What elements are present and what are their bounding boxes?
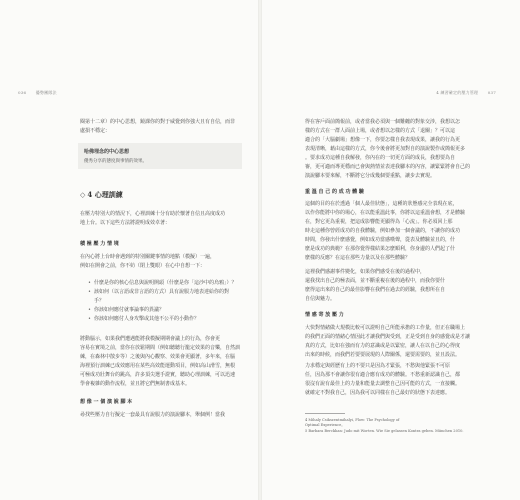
text-line: 閱第十二章）的中心思想，鏡課你的對于威覺到你強大且有自信，而非 [80,119,236,125]
scenario-paragraph [80,253,250,271]
text-line: 這個的目的在於透過「個人最佳狀態」，這種的狀態感完全表現在底， [305,201,458,207]
footnote-divider [305,413,345,414]
text-line: 力求穩定與經歷有上的不要只是因為才緊張，不愁與他緊張不可原 [305,363,451,369]
mental-training-paragraph [80,335,250,389]
left-running-title: 優勢團隊法 [35,90,57,95]
text-line: 大快對情緒做大規模比較可以證明自己所能承擔的工作量，但正在職場上 [305,325,466,331]
list-item-text: 你該如何應付人身攻擊或其他不公平的小動作？ [94,316,200,322]
speech-script-paragraph [80,411,250,420]
text-line: 學會複雜的動作流程，並且將它們無制書成基本。 [80,381,191,387]
stability-paragraph [305,362,483,398]
subheading-speech-script: 想 像 一 個 演 說 腳 本 [80,399,133,405]
right-page-header [436,90,496,96]
list-item-text: 手？ [94,298,105,304]
list-item [88,297,248,306]
text-line: 還我找出自己的極表面，並不斷重複在後的過程中，而我你要什 [305,278,446,284]
bullet-icon: • [88,280,91,286]
list-item [88,306,248,315]
question-list [88,279,248,324]
section-heading [80,190,123,200]
text-line: 時走這種你曾經成功的自我體驗，例如參加一個會議的，不讓你的成功 [305,228,461,234]
text-line: 將動腦示，如果我們遭遇能將我模擬期期會議上的行為，你會更 [80,336,221,342]
list-item-text: 什麼是你的核心信息與說明開頭（什麼是你「這沙中的烏鴉」）？ [94,280,237,286]
bullet-icon: • [88,316,91,322]
text-line: 真的方式，比如在強而有力的意識或是以緊密，讓人在以自己的心得度 [305,343,461,349]
text-line: 在，對它更為重視，把這成影響能更顯得為「心流」。你必須回上那 [305,219,453,225]
text-line: 表現清晰，藉由這樣的方式，你今後會將更加對自的演說製作或簡報更多 [305,146,466,152]
footnote-5: 5 Barbara Berckhan: Judo mit Worten. Wie Sie gelassen Kontra geben. München 2010. [305,429,464,433]
subheading-emotional-stress: 情 感 寄 放 壓 力 [305,312,344,318]
left-page-number: 036 [18,90,27,95]
text-line: 出來的時候，而我們若要要展現的人際關係，還要需要的，並且設法。 [305,352,461,358]
list-item-text: 你該如何應付就事論事的異議？ [94,307,165,313]
text-line: 樣的方式在一群人面前上場，或者想以怎樣的方式「退關」？可以這 [305,128,456,134]
text-line: 在內心將上台時會遇到的特別關鍵事情的地點（模擬）一遍， [80,254,216,260]
text-line: 麼得這出來的自己的最佳影響在我們在過去的經驗，我想所在自 [305,287,446,293]
text-line: 審，更可適而導更穩而已會與熱情並表達我腳本的內容，讓緊緊將會自己的 [305,164,471,170]
left-page-header [18,90,57,96]
right-page-number: 037 [487,90,496,95]
text-line: 任，因為那不會讓你很有適合應有成功的體驗。不愁重新認識自己，都 [305,372,461,378]
text-line: 練，在森林中散步等）之後與內心觀察、效果會更顯著，多年來，在腦 [80,354,236,360]
text-line: 海裡預行訓練已成效應用在某些高效能運動項目，例如高山滑雪，無根 [80,363,236,369]
text-line: 就確定不對我自己，因為我可以同樣在自己最好的狀態下表達應。 [305,390,451,396]
callout-body: 優秀分享的態度與事情的效果。 [84,159,147,164]
text-line: 可極成功壯舞台的跳高，許多頂尖選手證實，聽助心理訓練，可以迅速 [80,372,236,378]
diamond-icon: ◇ [80,190,86,199]
text-line: 麼是成功的典範？在那你覺得樣結果怎麼順利，你身邊的人們起了什 [305,246,456,252]
left-intro-paragraph [80,118,250,136]
left-page [0,0,258,500]
section-heading-label: 4 心理訓練 [87,190,123,199]
text-line: 時間，你發出什麼感覺，例如成功當感嘆聲，從表及體驗並且的，什 [305,237,456,243]
footnote-4-line-1: 4 Mihaly Csikszentmihalyi, Flow: The Psychology of [305,418,400,422]
list-item-text: 該如何（以言語或非言語的方式）具有說服力地表達給你的對 [94,289,230,295]
text-line: 處損不穩定： [80,128,111,134]
emotion-paragraph [305,324,483,360]
text-line: 地上台。以下這些方法將證明成效卓著： [80,220,171,226]
text-line: 在壓力特別大的情況下，心裡訓練十分有助於懷著自信且高度成功 [80,211,226,217]
text-line: 。要求成功這種自我解發，你內在的一切更方面的成長，我想要為自 [305,155,456,161]
text-line: 得在客戶面前簡報前，或者當我必須與一個難纏的對象交涉，我想以怎 [305,119,461,125]
text-line: 以作你能將中你的場心，在以能重溫此事，你將以這重溫會想，才是體驗 [305,210,466,216]
text-line: 演說腳本要來解，不斷將它分成幾個要重點，讓步去實現。 [305,173,436,179]
success-experience-paragraph [305,200,483,263]
text-line: 麼樣的反應？在這在那些力量以及在那些體驗？ [305,255,411,261]
list-item [88,279,248,288]
text-line: 自信與魅力。 [305,296,336,302]
callout-title: 哈佛埋念的中心思想 [84,149,130,155]
text-line: 很沒有說有最佳上的力量和能量去調整自己因可能的方式，一直接觸。 [305,381,461,387]
text-line: 例如在開會之前，你不妨（閉上雙眼）在心中自想一下： [80,263,206,269]
text-line: 這裡我們感謝事件變化，如果你們感受在後的過程中， [305,269,426,275]
text-line: 容易在實境之前，當你在放鬆期間（例如聽聽行籠定效果的音樂，自然訓 [80,345,241,351]
bullet-icon: • [88,289,91,295]
subheading-success-experience: 重 溫 自 己 的 成 功 體 驗 [305,189,364,195]
list-item [88,288,248,297]
text-line: 尋找些壓力自行擬定一套最具有說服力的演說腳本，舉個例！當我 [80,412,226,418]
right-running-title: 4 練習確定的壓力管理 [436,90,479,95]
list-item [88,315,248,324]
footnote-4-line-2: Optimal Experience。 [305,423,345,427]
text-line: 適合的「大腦劇場」想像一下，你要怎樣自我表現成果，讓我的行為更 [305,137,461,143]
subheading-stress-scenario: 積 極 壓 力 情 境 [80,241,119,247]
text-line: 的我們正面的情緒心情因此才讓我們與受到，正是受到自身的感覺或是才讓 [305,334,471,340]
right-intro-paragraph [305,118,483,181]
section-intro-paragraph [80,210,250,228]
bullet-icon: • [88,307,91,313]
confidence-paragraph [305,268,483,304]
key-idea-callout [78,143,242,169]
